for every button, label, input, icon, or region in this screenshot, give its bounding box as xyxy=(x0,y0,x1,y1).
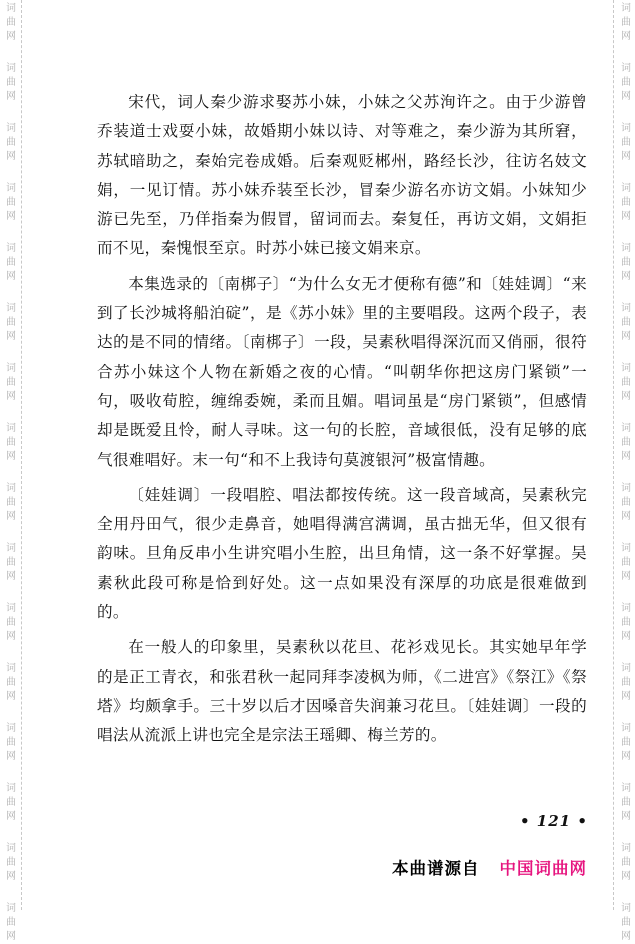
watermark-char: 曲 xyxy=(621,377,631,388)
paragraph-2: 本集选录的〔南梆子〕“为什么女无才便称有德”和〔娃娃调〕“来到了长沙城将船泊碇”，是《苏小妹》里的主要唱段。这两个段子，表达的是不同的情绪。〔南梆子〕一段，吴素秋唱得深沉而又俏丽，很符合苏小妹这个人物在新婚之夜的心情。“叫朝华你把这房门紧锁”一句，吸收荀腔，缠绵委婉，柔而且媚。唱词虽是“房门紧锁”，但感情却是既爱且怜，耐人寻味。这一句的长腔，音域很低，没有足够的底气很难唱好。末一句“和不上我诗句莫渡银河”极富情趣。 xyxy=(97,274,587,469)
watermark-char: 曲 xyxy=(621,917,631,928)
watermark-group xyxy=(3,902,19,944)
watermark-char: 词 xyxy=(6,543,16,554)
watermark-char: 网 xyxy=(6,391,16,402)
watermark-group xyxy=(618,542,634,584)
page-number: • 121 • xyxy=(520,812,588,830)
watermark-char: 曲 xyxy=(6,557,16,568)
watermark-char: 曲 xyxy=(621,677,631,688)
watermark-char: 词 xyxy=(621,903,631,914)
watermark-group xyxy=(618,362,634,404)
watermark-char: 曲 xyxy=(6,17,16,28)
watermark-char: 网 xyxy=(621,451,631,462)
watermark-char: 曲 xyxy=(621,437,631,448)
watermark-char: 词 xyxy=(621,783,631,794)
watermark-group xyxy=(3,62,19,104)
source-credit xyxy=(392,855,587,879)
watermark-group xyxy=(3,362,19,404)
watermark-char: 曲 xyxy=(6,437,16,448)
watermark-char: 网 xyxy=(6,751,16,762)
watermark-char: 词 xyxy=(621,3,631,14)
watermark-group xyxy=(618,902,634,944)
watermark-group xyxy=(618,182,634,224)
watermark-char: 词 xyxy=(621,423,631,434)
watermark-char: 词 xyxy=(6,423,16,434)
watermark-group xyxy=(3,842,19,884)
watermark-char: 曲 xyxy=(621,257,631,268)
watermark-char: 词 xyxy=(6,63,16,74)
watermark-char: 网 xyxy=(621,751,631,762)
watermark-char: 词 xyxy=(621,123,631,134)
watermark-char: 曲 xyxy=(621,737,631,748)
watermark-char: 网 xyxy=(621,211,631,222)
watermark-group xyxy=(618,662,634,704)
watermark-char: 词 xyxy=(621,63,631,74)
watermark-char: 曲 xyxy=(621,497,631,508)
watermark-char: 曲 xyxy=(621,317,631,328)
watermark-char: 曲 xyxy=(6,857,16,868)
watermark-group xyxy=(3,662,19,704)
watermark-char: 网 xyxy=(6,631,16,642)
watermark-char: 网 xyxy=(621,331,631,342)
left-watermark-strip xyxy=(0,0,22,942)
right-watermark-strip xyxy=(613,0,635,942)
watermark-char: 词 xyxy=(6,123,16,134)
watermark-char: 曲 xyxy=(6,317,16,328)
watermark-char: 词 xyxy=(621,603,631,614)
watermark-group xyxy=(618,62,634,104)
watermark-char: 曲 xyxy=(621,77,631,88)
watermark-group xyxy=(618,602,634,644)
watermark-char: 网 xyxy=(6,931,16,942)
watermark-group xyxy=(3,422,19,464)
watermark-char: 曲 xyxy=(6,197,16,208)
watermark-char: 曲 xyxy=(6,77,16,88)
watermark-char: 网 xyxy=(621,931,631,942)
watermark-char: 曲 xyxy=(621,137,631,148)
watermark-char: 词 xyxy=(6,783,16,794)
watermark-char: 网 xyxy=(6,211,16,222)
watermark-group xyxy=(3,482,19,524)
watermark-char: 词 xyxy=(621,723,631,734)
source-site-link[interactable]: 中国词曲网 xyxy=(499,859,587,878)
watermark-group xyxy=(618,722,634,764)
watermark-char: 曲 xyxy=(621,857,631,868)
watermark-group xyxy=(618,302,634,344)
watermark-char: 网 xyxy=(6,511,16,522)
watermark-char: 曲 xyxy=(6,797,16,808)
watermark-char: 曲 xyxy=(621,197,631,208)
watermark-char: 词 xyxy=(621,363,631,374)
watermark-char: 词 xyxy=(621,303,631,314)
watermark-char: 网 xyxy=(6,811,16,822)
watermark-char: 曲 xyxy=(6,377,16,388)
watermark-group xyxy=(618,2,634,44)
watermark-char: 网 xyxy=(621,811,631,822)
watermark-group xyxy=(3,302,19,344)
watermark-group xyxy=(3,722,19,764)
watermark-char: 网 xyxy=(6,571,16,582)
watermark-char: 网 xyxy=(621,871,631,882)
document-body xyxy=(97,88,587,757)
watermark-char: 词 xyxy=(621,663,631,674)
watermark-group xyxy=(618,482,634,524)
watermark-char: 网 xyxy=(6,271,16,282)
watermark-char: 曲 xyxy=(6,737,16,748)
paragraph-1: 宋代，词人秦少游求娶苏小妹，小妹之父苏洵许之。由于少游曾乔装道士戏耍小妹，故婚期小妹以诗、对等难之，秦少游为其所窘，苏轼暗助之，秦始完卷成婚。后秦观贬郴州，路经长沙，往访名妓文娟，一见订情。苏小妹乔装至长沙，冒秦少游名亦访文娟。小妹知少游已先至，乃佯指秦为假冒，留词而去。秦复任，再访文娟，文娟拒而不见，秦愧恨至京。时苏小妹已接文娟来京。 xyxy=(97,93,587,258)
watermark-group xyxy=(618,842,634,884)
watermark-char: 词 xyxy=(621,543,631,554)
watermark-group xyxy=(618,242,634,284)
watermark-char: 曲 xyxy=(621,17,631,28)
watermark-char: 词 xyxy=(6,483,16,494)
watermark-group xyxy=(3,242,19,284)
watermark-char: 网 xyxy=(6,331,16,342)
watermark-group xyxy=(3,122,19,164)
paragraph-4: 在一般人的印象里，吴素秋以花旦、花衫戏见长。其实她早年学的是正工青衣，和张君秋一起同拜李凌枫为师，《二进宫》《祭江》《祭塔》均颇拿手。三十岁以后才因嗓音失润兼习花旦。〔娃娃调〕一段的唱法从流派上讲也完全是宗法王瑶卿、梅兰芳的。 xyxy=(97,638,587,745)
watermark-group xyxy=(3,542,19,584)
watermark-char: 网 xyxy=(6,871,16,882)
watermark-char: 网 xyxy=(6,151,16,162)
watermark-group xyxy=(3,2,19,44)
watermark-char: 词 xyxy=(6,3,16,14)
watermark-group xyxy=(3,782,19,824)
watermark-char: 网 xyxy=(621,391,631,402)
watermark-char: 网 xyxy=(6,451,16,462)
watermark-char: 词 xyxy=(621,843,631,854)
watermark-char: 网 xyxy=(621,91,631,102)
watermark-char: 网 xyxy=(621,271,631,282)
watermark-char: 词 xyxy=(6,363,16,374)
watermark-char: 词 xyxy=(621,243,631,254)
watermark-group xyxy=(618,122,634,164)
watermark-char: 词 xyxy=(6,603,16,614)
watermark-char: 曲 xyxy=(621,617,631,628)
watermark-char: 网 xyxy=(621,511,631,522)
source-prefix: 本曲谱源自 xyxy=(392,859,480,878)
watermark-char: 词 xyxy=(6,243,16,254)
watermark-char: 词 xyxy=(6,183,16,194)
watermark-char: 网 xyxy=(6,91,16,102)
watermark-char: 网 xyxy=(6,691,16,702)
watermark-char: 曲 xyxy=(6,677,16,688)
watermark-group xyxy=(618,422,634,464)
watermark-group xyxy=(3,602,19,644)
watermark-char: 词 xyxy=(6,843,16,854)
watermark-char: 曲 xyxy=(6,497,16,508)
watermark-char: 词 xyxy=(621,483,631,494)
watermark-char: 词 xyxy=(6,303,16,314)
watermark-char: 网 xyxy=(621,151,631,162)
watermark-char: 词 xyxy=(6,663,16,674)
watermark-char: 曲 xyxy=(6,617,16,628)
paragraph-3: 〔娃娃调〕一段唱腔、唱法都按传统。这一段音域高，吴素秋完全用丹田气，很少走鼻音，她唱得满宫满调，虽古拙无华，但又很有韵味。旦角反串小生讲究唱小生腔，出旦角情，这一条不好掌握。吴素秋此段可称是恰到好处。这一点如果没有深厚的功底是很难做到的。 xyxy=(97,485,587,622)
watermark-char: 网 xyxy=(6,31,16,42)
watermark-char: 网 xyxy=(621,31,631,42)
watermark-char: 词 xyxy=(6,903,16,914)
watermark-group xyxy=(618,782,634,824)
watermark-char: 曲 xyxy=(6,917,16,928)
watermark-char: 网 xyxy=(621,571,631,582)
watermark-char: 曲 xyxy=(621,557,631,568)
watermark-char: 网 xyxy=(621,631,631,642)
watermark-group xyxy=(3,182,19,224)
watermark-char: 曲 xyxy=(6,257,16,268)
watermark-char: 曲 xyxy=(6,137,16,148)
watermark-char: 词 xyxy=(6,723,16,734)
watermark-char: 曲 xyxy=(621,797,631,808)
watermark-char: 网 xyxy=(621,691,631,702)
watermark-char: 词 xyxy=(621,183,631,194)
